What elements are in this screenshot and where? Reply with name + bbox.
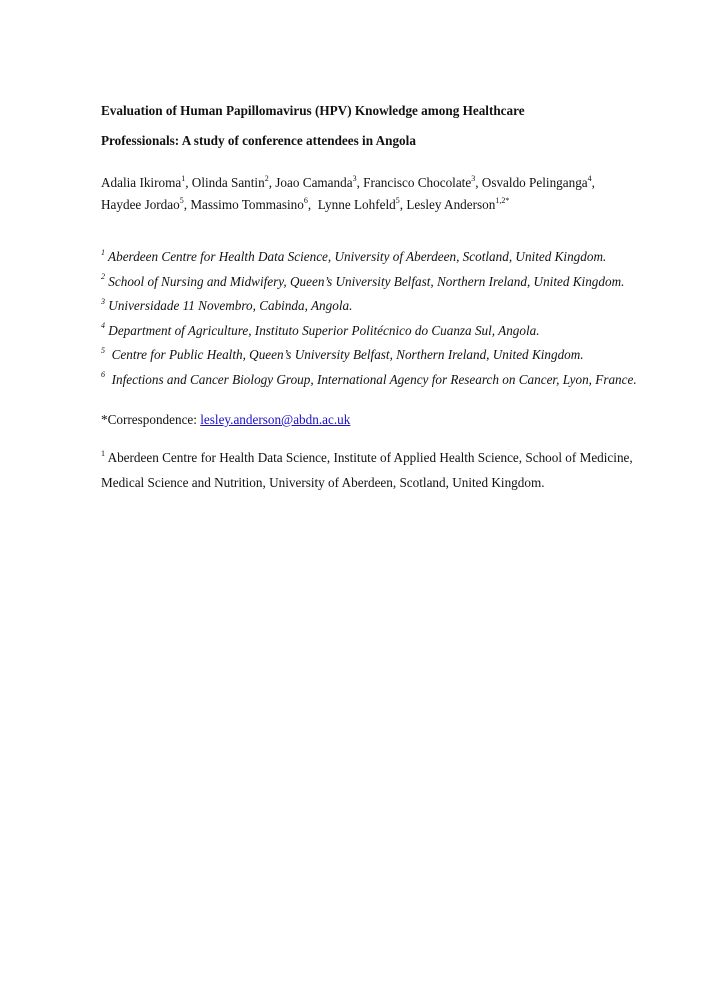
title-line-2: Professionals: A study of conference attendees in Angola <box>101 133 416 148</box>
author-separator: , <box>185 175 192 190</box>
affiliation-number: 5 <box>101 345 105 355</box>
affiliation-text: Infections and Cancer Biology Group, International Agency for Research on Cancer, Lyon, France. <box>105 371 637 387</box>
affiliation-number: 2 <box>101 272 105 282</box>
author-name: Francisco Chocolate <box>363 175 472 190</box>
author-separator: , <box>475 175 482 190</box>
author-affiliation-number: 5 <box>179 195 184 205</box>
author-affiliation-number: 1 <box>181 173 186 183</box>
author-separator: , <box>307 197 318 212</box>
correspondence-affiliation-number: 1 <box>101 448 105 458</box>
correspondence-email-link[interactable]: lesley.anderson@abdn.ac.uk <box>200 412 351 427</box>
author-affiliation-number: 2 <box>264 173 269 183</box>
affiliation-number: 4 <box>101 321 105 331</box>
author-affiliation-number: 4 <box>587 173 592 183</box>
correspondence-affiliation-text: Aberdeen Centre for Health Data Science, Institute of Applied Health Science, School of Medicine, Medical Science and Nutrition, University of Aberdeen, Scotland, United Kingdom. <box>101 450 633 490</box>
author-name: Olinda Santin <box>191 175 265 190</box>
author-affiliation-number: 3 <box>471 173 476 183</box>
author-name: Joao Camanda <box>275 175 353 190</box>
affiliation-item <box>101 319 646 344</box>
correspondence-affiliation <box>101 445 646 495</box>
affiliation-text: Centre for Public Health, Queen’s University Belfast, Northern Ireland, United Kingdom. <box>105 347 584 362</box>
affiliation-text: Universidade 11 Novembro, Cabinda, Angola. <box>105 298 353 313</box>
paper-title <box>101 96 646 156</box>
author-name: Lynne Lohfeld <box>317 197 396 212</box>
affiliation-item <box>101 343 646 368</box>
affiliation-number: 6 <box>101 370 105 380</box>
author-name: Massimo Tommasino <box>190 197 304 212</box>
author-name: Haydee Jordao <box>101 197 180 212</box>
author-separator: , <box>399 197 407 212</box>
author-separator: , <box>268 175 276 190</box>
affiliation-item <box>101 294 646 319</box>
affiliation-number: 1 <box>101 247 105 257</box>
author-name: Osvaldo Pelinganga <box>481 175 588 190</box>
title-page-content <box>101 96 646 495</box>
author-affiliation-number: 3 <box>352 173 357 183</box>
author-name: Lesley Anderson <box>406 197 496 212</box>
author-name: Adalia Ikiroma <box>101 175 182 190</box>
author-separator: , <box>591 175 599 190</box>
correspondence-label: *Correspondence: <box>101 412 201 427</box>
affiliation-item <box>101 368 646 393</box>
author-affiliation-number: 5 <box>395 195 400 205</box>
author-list <box>101 172 646 216</box>
affiliation-number: 3 <box>101 296 105 306</box>
affiliation-item <box>101 245 646 270</box>
author-affiliation-number: 1,2* <box>495 195 510 205</box>
affiliation-text: Department of Agriculture, Instituto Superior Politécnico do Cuanza Sul, Angola. <box>105 322 540 338</box>
author-separator: , <box>183 197 191 212</box>
affiliation-text: Aberdeen Centre for Health Data Science, University of Aberdeen, Scotland, United Kingdom. <box>105 249 607 264</box>
correspondence <box>101 410 646 430</box>
author-separator: , <box>356 175 364 190</box>
affiliation-item <box>101 270 646 295</box>
title-line-1: Evaluation of Human Papillomavirus (HPV) Knowledge among Healthcare <box>101 103 525 118</box>
affiliation-text: School of Nursing and Midwifery, Queen’s University Belfast, Northern Ireland, United Kingdom. <box>105 273 625 289</box>
author-affiliation-number: 6 <box>303 195 308 205</box>
affiliation-list <box>101 245 646 392</box>
